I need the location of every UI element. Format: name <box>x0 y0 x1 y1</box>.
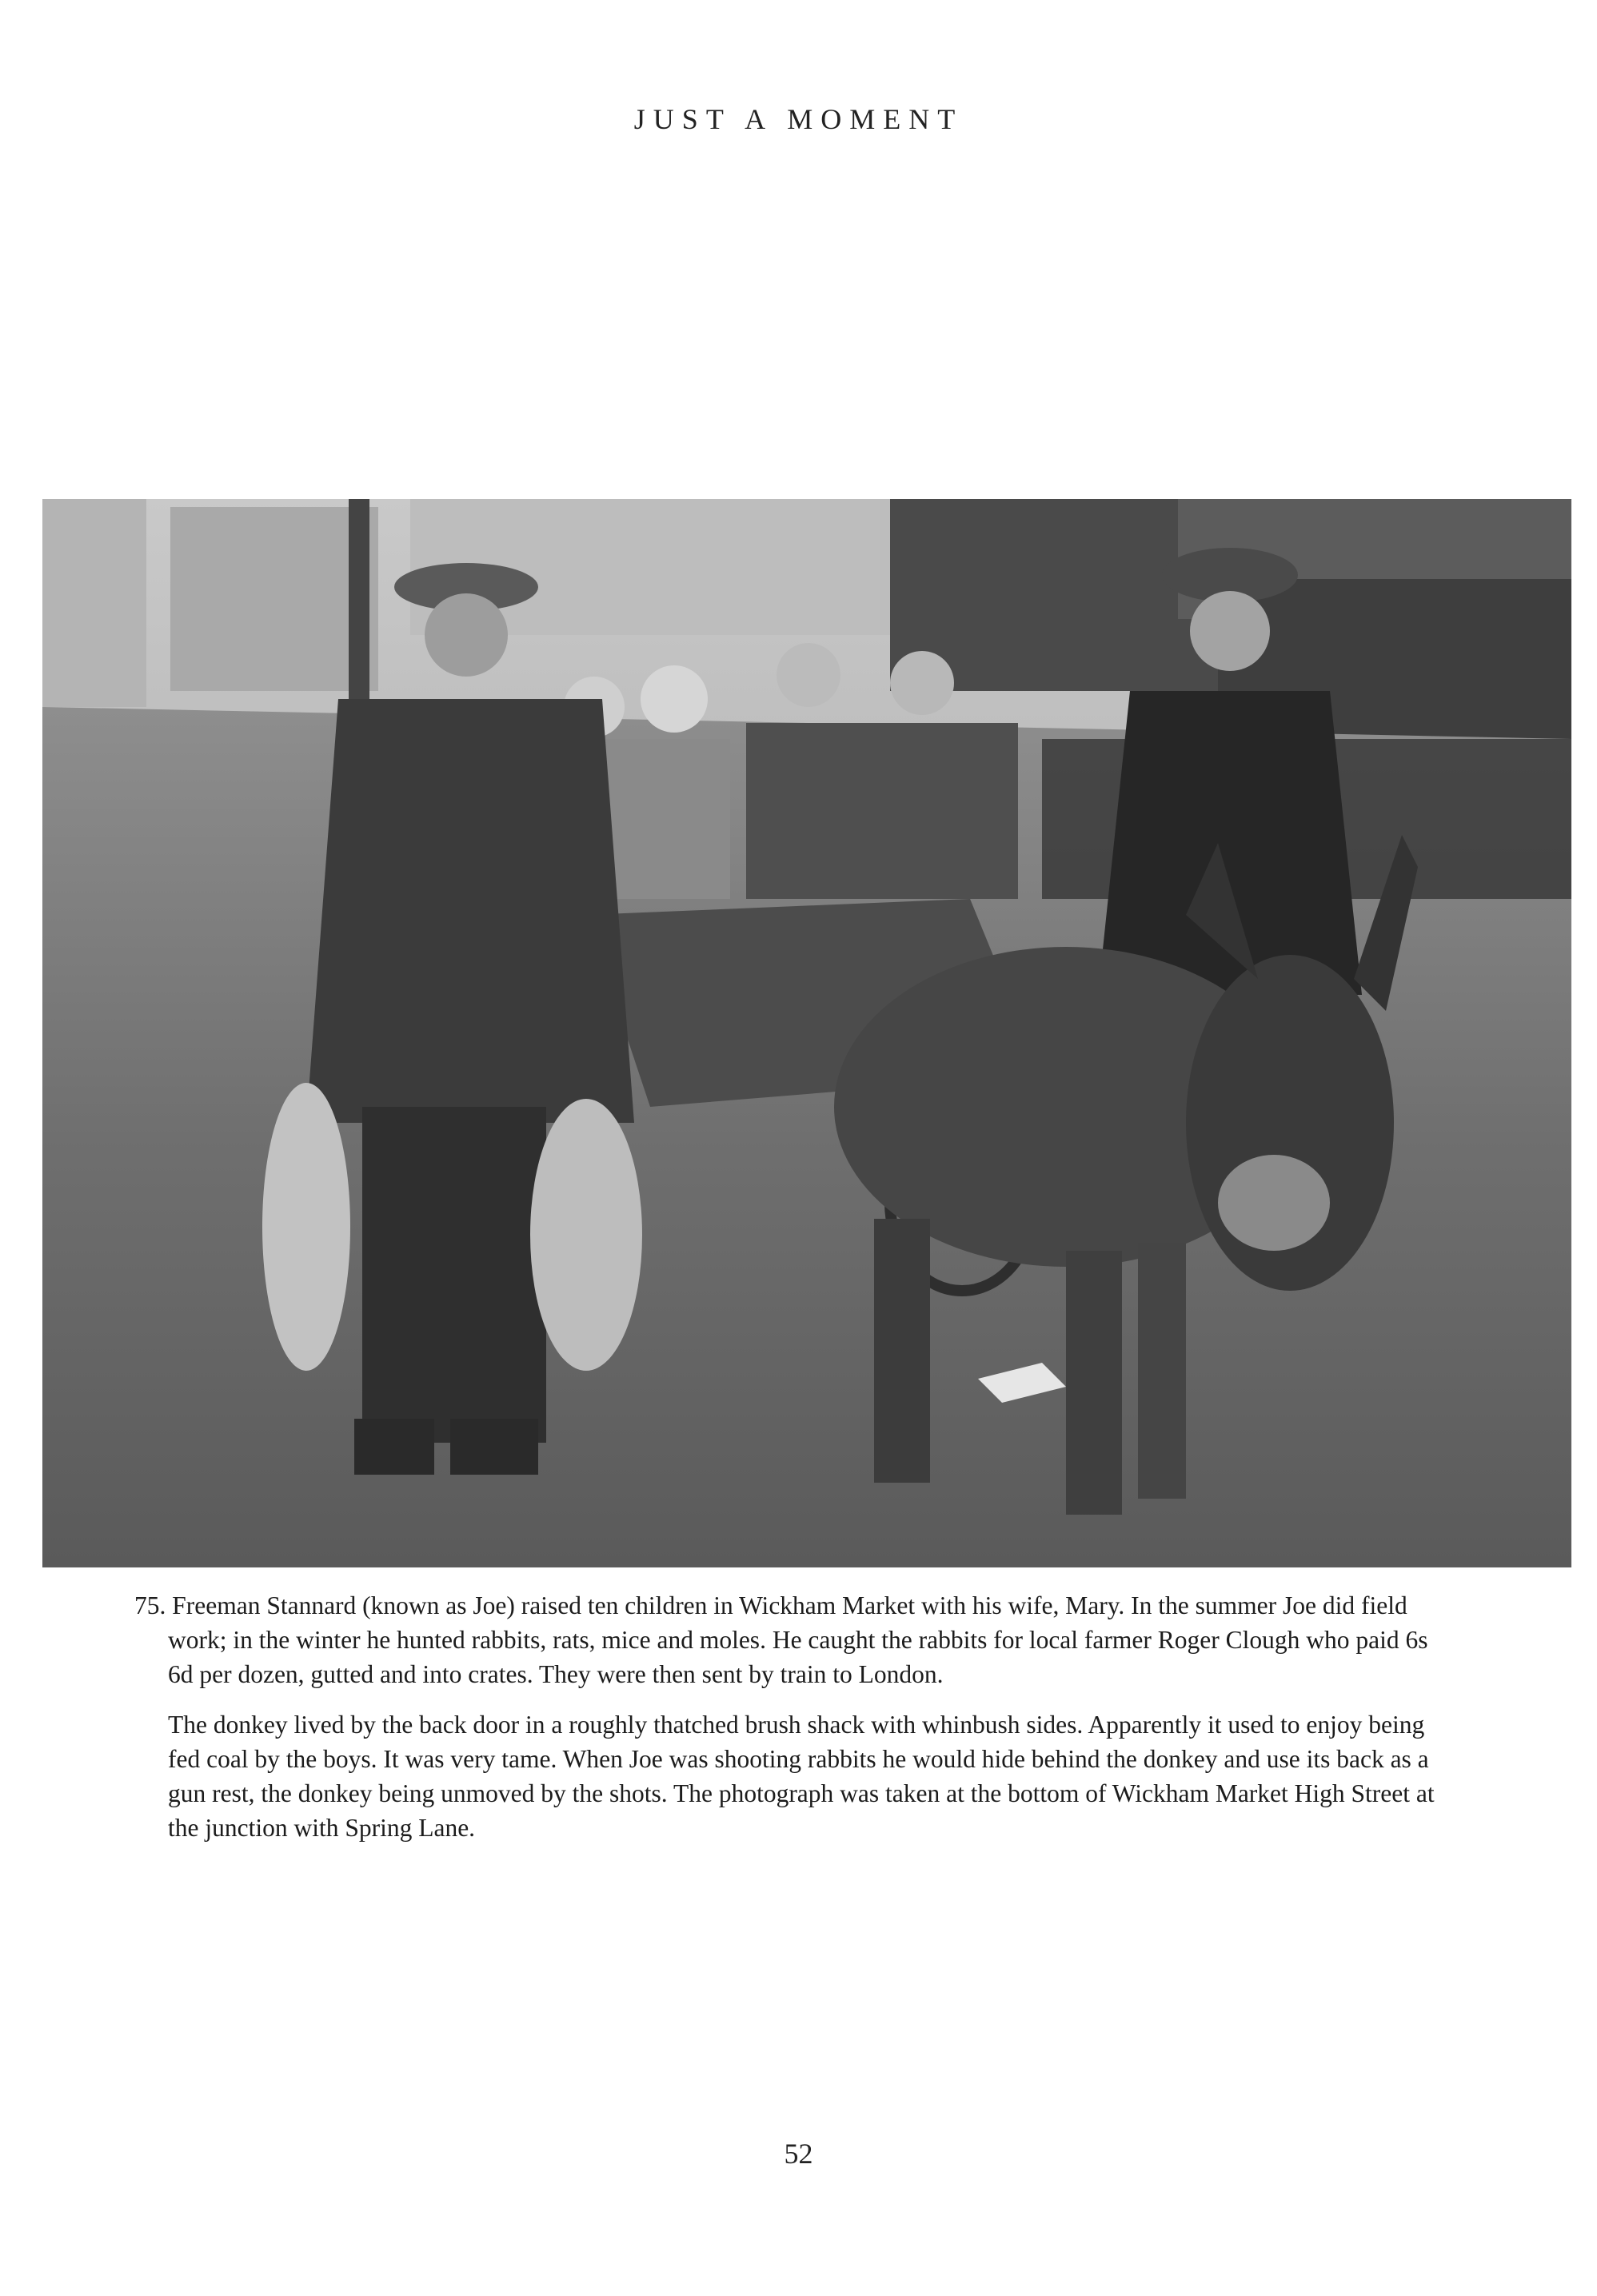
caption-paragraph: 75. Freeman Stannard (known as Joe) raised ten children in Wickham Market with his wife, Mary. In the summer Joe did field work; in the winter he hunted rabbits, rats, mice and moles. He caught the rabbits for local farmer Roger Clough who paid 6s 6d per dozen, gutted and into crates. They were then sent by train to London. <box>134 1591 1428 1688</box>
photo-caption <box>134 1588 1447 1845</box>
photograph <box>42 499 1571 1567</box>
running-head: JUST A MOMENT <box>633 103 964 135</box>
page-number: 52 <box>784 2138 813 2170</box>
caption-paragraph: The donkey lived by the back door in a roughly thatched brush shack with whinbush sides. Apparently it used to enjoy being fed coal by the boys. It was very tame. When Joe was shooting rabbits he would hide behind the donkey and use its back as a gun rest, the donkey being unmoved by the shots. The photograph was taken at the bottom of Wickham Market High Street at the junction with Spring Lane. <box>168 1711 1435 1842</box>
